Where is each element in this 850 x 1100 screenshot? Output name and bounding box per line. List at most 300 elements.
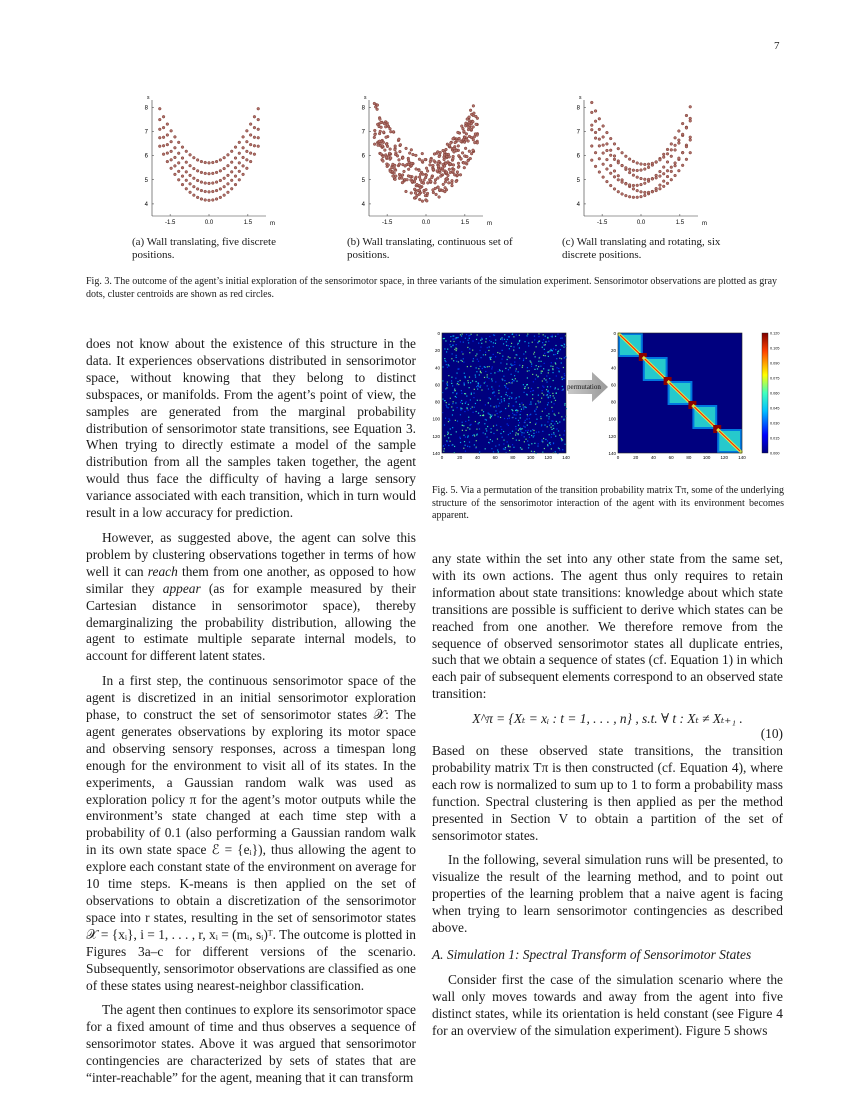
- matrix-entry: [471, 394, 472, 395]
- cluster-centroid: [394, 178, 397, 181]
- matrix-entry: [469, 352, 470, 353]
- matrix-entry: [462, 333, 463, 334]
- matrix-entry: [456, 384, 457, 385]
- cluster-centroid: [249, 143, 252, 146]
- cluster-centroid: [257, 118, 260, 121]
- cluster-centroid: [174, 173, 177, 176]
- cluster-centroid: [470, 113, 473, 116]
- matrix-entry: [515, 378, 516, 379]
- matrix-entry: [513, 346, 514, 347]
- matrix-entry: [447, 385, 448, 386]
- matrix-entry: [460, 341, 461, 342]
- matrix-entry: [493, 354, 494, 355]
- matrix-entry: [497, 371, 498, 372]
- matrix-entry: [482, 368, 483, 369]
- cluster-centroid: [223, 194, 226, 197]
- matrix-entry: [547, 352, 548, 353]
- matrix-entry: [524, 341, 525, 342]
- right-paragraph-1: any state within the set into any other state from the same set, with its own actions. The agent thus only requires to retain information about state transitions: knowledge about which state transitions are possible is sufficient to derive which states can be reached from one another. We therefore remove from the sequence of observed sensorimotor states all duplicate entries, such that we obtain a sequence of states (cf. Equation 1) in which each pair of subsequent elements correspond to an observed state transition:: [432, 551, 783, 702]
- matrix-entry: [497, 413, 498, 414]
- matrix-entry: [504, 449, 505, 450]
- matrix-entry: [538, 333, 539, 334]
- matrix-entry: [475, 374, 476, 375]
- cluster-centroid: [398, 173, 401, 176]
- cluster-centroid: [204, 161, 207, 164]
- matrix-entry: [486, 437, 487, 438]
- matrix-entry: [534, 443, 535, 444]
- matrix-entry: [549, 378, 550, 379]
- matrix-entry: [492, 380, 493, 381]
- cluster-centroid: [594, 165, 597, 168]
- matrix-entry: [540, 366, 541, 367]
- matrix-entry: [511, 392, 512, 393]
- matrix-entry: [467, 446, 468, 447]
- cluster-centroid: [470, 152, 473, 155]
- cluster-centroid: [177, 152, 180, 155]
- cluster-centroid: [181, 166, 184, 169]
- cluster-centroid: [177, 141, 180, 144]
- matrix-entry: [559, 449, 560, 450]
- matrix-entry: [508, 369, 509, 370]
- matrix-entry: [564, 373, 565, 374]
- matrix-entry: [515, 434, 516, 435]
- matrix-entry: [508, 445, 509, 446]
- matrix-entry: [452, 427, 453, 428]
- cluster-centroid: [398, 138, 401, 141]
- matrix-entry: [515, 426, 516, 427]
- cluster-centroid: [389, 157, 392, 160]
- cluster-centroid: [674, 136, 677, 139]
- cluster-centroid: [425, 167, 428, 170]
- matrix-entry: [542, 439, 543, 440]
- matrix-entry: [487, 426, 488, 427]
- matrix-entry: [516, 354, 517, 355]
- matrix-entry: [456, 373, 457, 374]
- cluster-centroid: [230, 171, 233, 174]
- colorbar-tick-label: 0.090: [770, 361, 780, 366]
- cluster-centroid: [643, 191, 646, 194]
- matrix-entry: [483, 414, 484, 415]
- matrix-entry: [516, 409, 517, 410]
- cluster-centroid: [459, 140, 462, 143]
- cluster-centroid: [643, 178, 646, 181]
- cluster-centroid: [598, 128, 601, 131]
- matrix-entry: [512, 365, 513, 366]
- matrix-entry: [533, 433, 534, 434]
- cluster-centroid: [450, 181, 453, 184]
- matrix-entry: [493, 346, 494, 347]
- matrix-entry: [504, 339, 505, 340]
- cluster-centroid: [158, 145, 161, 148]
- matrix-entry: [559, 421, 560, 422]
- x-tick-label: 1.5: [243, 220, 253, 226]
- cluster-centroid: [418, 198, 421, 201]
- cluster-centroid: [174, 156, 177, 159]
- matrix-entry: [558, 447, 559, 448]
- matrix-entry: [507, 339, 508, 340]
- matrix-entry: [489, 340, 490, 341]
- right-paragraph-3: In the following, several simulation runs will be presented, to visualize the result of the learning method, and to point out properties of the learning problem that a naive agent is facing when trying to learn sensorimotor contingencies as described above.: [432, 852, 783, 936]
- matrix-entry: [531, 366, 532, 367]
- cluster-centroid: [617, 161, 620, 164]
- matrix-entry: [532, 342, 533, 343]
- x-unit-label: m: [487, 221, 492, 226]
- matrix-entry: [455, 390, 456, 391]
- cluster-centroid: [211, 172, 214, 175]
- matrix-entry: [545, 355, 546, 356]
- cluster-centroid: [230, 179, 233, 182]
- matrix-entry: [551, 362, 552, 363]
- cluster-centroid: [401, 174, 404, 177]
- cluster-centroid: [452, 137, 455, 140]
- matrix-entry: [533, 390, 534, 391]
- matrix-entry: [451, 445, 452, 446]
- y-tick-label: 120: [608, 433, 616, 439]
- cluster-centroid: [647, 166, 650, 169]
- matrix-entry: [523, 392, 524, 393]
- matrix-entry: [554, 397, 555, 398]
- cluster-centroid: [643, 168, 646, 171]
- cluster-centroid: [242, 165, 245, 168]
- matrix-entry: [533, 353, 534, 354]
- matrix-entry: [451, 346, 452, 347]
- cluster-centroid: [257, 107, 260, 110]
- matrix-entry: [556, 393, 557, 394]
- cluster-centroid: [640, 183, 643, 186]
- matrix-entry: [511, 374, 512, 375]
- matrix-entry: [460, 334, 461, 335]
- matrix-entry: [467, 366, 468, 367]
- matrix-entry: [524, 436, 525, 437]
- cluster-centroid: [458, 137, 461, 140]
- matrix-entry: [445, 418, 446, 419]
- y-tick-label: 6: [144, 153, 148, 160]
- matrix-entry: [551, 407, 552, 408]
- matrix-entry: [552, 372, 553, 373]
- matrix-entry: [451, 406, 452, 407]
- matrix-entry: [495, 356, 496, 357]
- matrix-entry: [528, 387, 529, 388]
- matrix-entry: [545, 344, 546, 345]
- matrix-entry: [543, 368, 544, 369]
- matrix-entry: [489, 357, 490, 358]
- matrix-entry: [515, 410, 516, 411]
- matrix-entry: [456, 392, 457, 393]
- cluster-centroid: [617, 147, 620, 150]
- x-tick-label: 0.0: [636, 220, 646, 226]
- matrix-entry: [480, 400, 481, 401]
- figure-3b-caption: (b) Wall translating, continuous set of positions.: [347, 236, 513, 261]
- cluster-centroid: [609, 154, 612, 157]
- matrix-entry: [559, 435, 560, 436]
- cluster-centroid: [200, 181, 203, 184]
- matrix-entry: [514, 364, 515, 365]
- matrix-entry: [448, 407, 449, 408]
- matrix-entry: [462, 430, 463, 431]
- cluster-centroid: [681, 164, 684, 167]
- cluster-centroid: [606, 158, 609, 161]
- cluster-centroid: [389, 127, 392, 130]
- matrix-entry: [519, 340, 520, 341]
- matrix-entry: [442, 380, 443, 381]
- cluster-centroid: [674, 149, 677, 152]
- cluster-centroid: [445, 162, 448, 165]
- cluster-centroid: [640, 177, 643, 180]
- matrix-entry: [469, 335, 470, 336]
- matrix-entry: [457, 383, 458, 384]
- matrix-entry: [461, 400, 462, 401]
- matrix-entry: [528, 447, 529, 448]
- matrix-entry: [447, 434, 448, 435]
- matrix-entry: [473, 434, 474, 435]
- matrix-entry: [478, 386, 479, 387]
- matrix-entry: [524, 388, 525, 389]
- matrix-entry: [541, 441, 542, 442]
- matrix-entry: [476, 429, 477, 430]
- cluster-centroid: [445, 177, 448, 180]
- matrix-entry: [518, 420, 519, 421]
- matrix-entry: [480, 385, 481, 386]
- matrix-entry: [533, 436, 534, 437]
- cluster-centroid: [647, 178, 650, 181]
- matrix-entry: [540, 361, 541, 362]
- matrix-entry: [507, 418, 508, 419]
- matrix-entry: [451, 380, 452, 381]
- cluster-centroid: [200, 198, 203, 201]
- cluster-centroid: [606, 143, 609, 146]
- matrix-entry: [481, 372, 482, 373]
- matrix-entry: [555, 451, 556, 452]
- matrix-entry: [509, 357, 510, 358]
- matrix-entry: [468, 404, 469, 405]
- matrix-entry: [497, 438, 498, 439]
- cluster-centroid: [651, 178, 654, 181]
- matrix-entry: [534, 369, 535, 370]
- cluster-centroid: [378, 132, 381, 135]
- matrix-entry: [461, 351, 462, 352]
- matrix-entry: [485, 419, 486, 420]
- cluster-centroid: [666, 148, 669, 151]
- cluster-centroid: [424, 158, 427, 161]
- matrix-entry: [542, 452, 543, 453]
- matrix-entry: [522, 428, 523, 429]
- matrix-entry: [478, 361, 479, 362]
- cluster-centroid: [377, 144, 380, 147]
- matrix-entry: [561, 362, 562, 363]
- matrix-entry: [510, 382, 511, 383]
- matrix-entry: [515, 370, 516, 371]
- cluster-centroid: [238, 162, 241, 165]
- matrix-entry: [516, 440, 517, 441]
- matrix-entry: [477, 334, 478, 335]
- matrix-entry: [549, 392, 550, 393]
- cluster-centroid: [602, 125, 605, 128]
- matrix-entry: [515, 398, 516, 399]
- cluster-centroid: [438, 196, 441, 199]
- matrix-entry: [542, 380, 543, 381]
- matrix-entry: [554, 413, 555, 414]
- matrix-entry: [461, 335, 462, 336]
- cluster-centroid: [158, 107, 161, 110]
- matrix-entry: [521, 409, 522, 410]
- left-paragraph-3: In a first step, the continuous sensorimotor space of the agent is discretized in an initial sensorimotor exploration phase, to construct the set of sensorimotor states 𝒳: The agent generates observations by exploring its motor space and observing sensory responses, across a timespan long enough for the environment to visit all of its states. In the experiments, a Gaussian random walk was used as exploration policy π for the agent’s motor outputs while the environment’s state changed at each time step with a probability of 0.1 (also performing a Gaussian random walk in its own state space ℰ = {eᵢ}), thus allowing the agent to explore each constant state of the environment on average for 10 time steps. K-means is then applied on the set of observations to obtain a discretization of the sensorimotor space into r states, resulting in the set of sensorimotor states 𝒳 = {xᵢ}, i = 1, . . . , r, xᵢ = (mᵢ, sᵢ)ᵀ. The outcome is plotted in Figures 3a–c for different versions of the scenario. Subsequently, sensorimotor observations are classified as one of these states using nearest-neighbor classification.: [86, 673, 416, 993]
- matrix-entry: [551, 448, 552, 449]
- matrix-entry: [510, 367, 511, 368]
- matrix-entry: [479, 366, 480, 367]
- matrix-entry: [557, 423, 558, 424]
- matrix-entry: [452, 385, 453, 386]
- matrix-entry: [537, 342, 538, 343]
- cluster-centroid: [418, 176, 421, 179]
- matrix-entry: [464, 445, 465, 446]
- equation-number: (10): [760, 726, 783, 742]
- matrix-entry: [563, 367, 564, 368]
- matrix-entry: [524, 441, 525, 442]
- matrix-entry: [483, 432, 484, 433]
- matrix-entry: [476, 367, 477, 368]
- cluster-centroid: [373, 143, 376, 146]
- cluster-centroid: [590, 159, 593, 162]
- matrix-entry: [548, 413, 549, 414]
- cluster-centroid: [466, 155, 469, 158]
- matrix-entry: [532, 429, 533, 430]
- matrix-entry: [495, 343, 496, 344]
- matrix-entry: [493, 433, 494, 434]
- matrix-entry: [541, 373, 542, 374]
- x-tick-label: 120: [720, 455, 729, 460]
- matrix-entry: [560, 338, 561, 339]
- matrix-entry: [502, 339, 503, 340]
- matrix-entry: [528, 370, 529, 371]
- cluster-centroid: [174, 136, 177, 139]
- cluster-centroid: [249, 152, 252, 155]
- cluster-centroid: [242, 156, 245, 159]
- cluster-centroid: [689, 120, 692, 123]
- matrix-entry: [456, 350, 457, 351]
- matrix-entry: [468, 342, 469, 343]
- matrix-entry: [543, 438, 544, 439]
- cluster-centroid: [467, 159, 470, 162]
- matrix-entry: [517, 344, 518, 345]
- cluster-centroid: [674, 144, 677, 147]
- matrix-entry: [519, 404, 520, 405]
- matrix-entry: [532, 374, 533, 375]
- matrix-entry: [449, 344, 450, 345]
- cluster-centroid: [613, 143, 616, 146]
- cluster-centroid: [227, 191, 230, 194]
- cluster-centroid: [598, 171, 601, 174]
- cluster-centroid: [662, 185, 665, 188]
- y-tick-label: 5: [361, 177, 365, 184]
- cluster-centroid: [461, 152, 464, 155]
- x-tick-label: 1.5: [460, 220, 470, 226]
- matrix-entry: [512, 413, 513, 414]
- matrix-entry: [533, 430, 534, 431]
- cluster-centroid: [414, 178, 417, 181]
- matrix-entry: [448, 421, 449, 422]
- figure-3c-plot: [570, 94, 730, 226]
- cluster-centroid: [382, 155, 385, 158]
- matrix-entry: [562, 386, 563, 387]
- matrix-entry: [555, 400, 556, 401]
- cluster-centroid: [238, 152, 241, 155]
- cluster-centroid: [418, 158, 421, 161]
- cluster-centroid: [177, 178, 180, 181]
- y-tick-label: 7: [361, 129, 365, 136]
- matrix-entry: [476, 440, 477, 441]
- matrix-entry: [493, 334, 494, 335]
- matrix-entry: [501, 359, 502, 360]
- matrix-entry: [516, 368, 517, 369]
- cluster-centroid: [435, 193, 438, 196]
- matrix-entry: [476, 381, 477, 382]
- matrix-entry: [553, 442, 554, 443]
- cluster-centroid: [598, 138, 601, 141]
- matrix-entry: [462, 361, 463, 362]
- matrix-entry: [485, 404, 486, 405]
- cluster-centroid: [257, 136, 260, 139]
- cluster-centroid: [465, 133, 468, 136]
- matrix-entry: [564, 430, 565, 431]
- matrix-entry: [495, 445, 496, 446]
- cluster-centroid: [472, 149, 475, 152]
- x-tick-label: 140: [738, 455, 746, 460]
- cluster-centroid: [670, 143, 673, 146]
- matrix-entry: [501, 429, 502, 430]
- matrix-entry: [548, 402, 549, 403]
- cluster-centroid: [434, 181, 437, 184]
- cluster-centroid: [414, 192, 417, 195]
- cluster-centroid: [170, 167, 173, 170]
- matrix-entry: [450, 428, 451, 429]
- matrix-entry: [564, 405, 565, 406]
- matrix-entry: [472, 435, 473, 436]
- cluster-centroid: [181, 175, 184, 178]
- matrix-entry: [485, 382, 486, 383]
- matrix-entry: [501, 411, 502, 412]
- matrix-entry: [551, 434, 552, 435]
- cluster-centroid: [185, 187, 188, 190]
- cluster-centroid: [689, 136, 692, 139]
- cluster-centroid: [455, 149, 458, 152]
- cluster-centroid: [158, 136, 161, 139]
- matrix-entry: [457, 381, 458, 382]
- matrix-entry: [528, 430, 529, 431]
- x-tick-label: 0: [616, 455, 620, 460]
- matrix-entry: [478, 343, 479, 344]
- cluster-centroid: [193, 156, 196, 159]
- matrix-entry: [462, 403, 463, 404]
- matrix-entry: [530, 391, 531, 392]
- matrix-entry: [495, 381, 496, 382]
- matrix-entry: [476, 411, 477, 412]
- cluster-centroid: [410, 192, 413, 195]
- y-tick-label: 4: [144, 201, 148, 208]
- matrix-entry: [460, 380, 461, 381]
- cluster-centroid: [606, 180, 609, 183]
- matrix-entry: [482, 415, 483, 416]
- cluster-centroid: [438, 155, 441, 158]
- matrix-entry: [526, 358, 527, 359]
- cluster-centroid: [434, 179, 437, 182]
- matrix-entry: [491, 416, 492, 417]
- matrix-entry: [490, 405, 491, 406]
- matrix-entry: [452, 414, 453, 415]
- cluster-centroid: [609, 172, 612, 175]
- matrix-entry: [461, 408, 462, 409]
- matrix-entry: [519, 347, 520, 348]
- cluster-centroid: [407, 159, 410, 162]
